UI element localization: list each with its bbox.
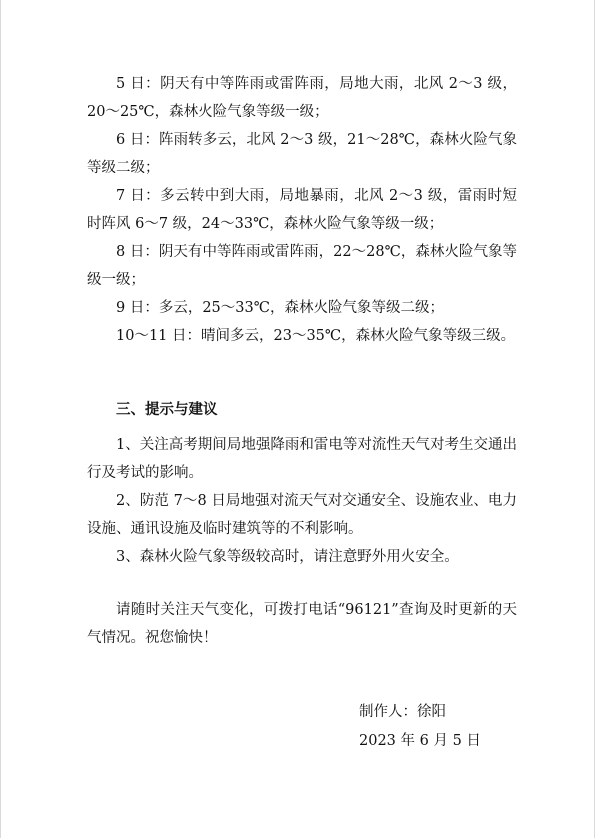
closing-section [87, 596, 517, 652]
advice-item-1: 1、关注高考期间局地强降雨和雷电等对流性天气对考生交通出行及考试的影响。 [87, 437, 517, 481]
forecast-day-5: 5 日：阴天有中等阵雨或雷阵雨，局地大雨，北风 2～3 级，20～25℃，森林火险气象等级一级； [87, 76, 517, 120]
forecast-day-9: 9 日：多云，25～33℃，森林火险气象等级二级； [116, 300, 444, 316]
signature-date: 2023 年 6 月 5 日 [359, 733, 481, 749]
advice-item-3: 3、森林火险气象等级较高时，请注意野外用火安全。 [116, 549, 459, 565]
advice-section [87, 431, 517, 571]
forecast-day-10-11: 10～11 日：晴间多云，23～35℃，森林火险气象等级三级。 [116, 328, 516, 344]
forecast-day-7: 7 日：多云转中到大雨，局地暴雨，北风 2～3 级，雷雨时短时阵风 6～7 级，24～33℃，森林火险气象等级一级； [87, 188, 517, 232]
forecast-day-8: 8 日：阴天有中等阵雨或雷阵雨，22～28℃，森林火险气象等级一级； [87, 244, 517, 288]
advice-heading: 三、提示与建议 [116, 402, 218, 418]
forecast-section [87, 70, 517, 350]
closing-paragraph: 请随时关注天气变化，可拨打电话“96121”查询及时更新的天气情况。祝您愉快！ [87, 602, 517, 646]
forecast-day-6: 6 日：阵雨转多云，北风 2～3 级，21～28℃，森林火险气象等级二级； [87, 132, 517, 176]
advice-item-2: 2、防范 7～8 日局地强对流天气对交通安全、设施农业、电力设施、通讯设施及临时建筑等的不利影响。 [87, 493, 517, 537]
signature-author: 制作人：徐阳 [359, 704, 446, 720]
